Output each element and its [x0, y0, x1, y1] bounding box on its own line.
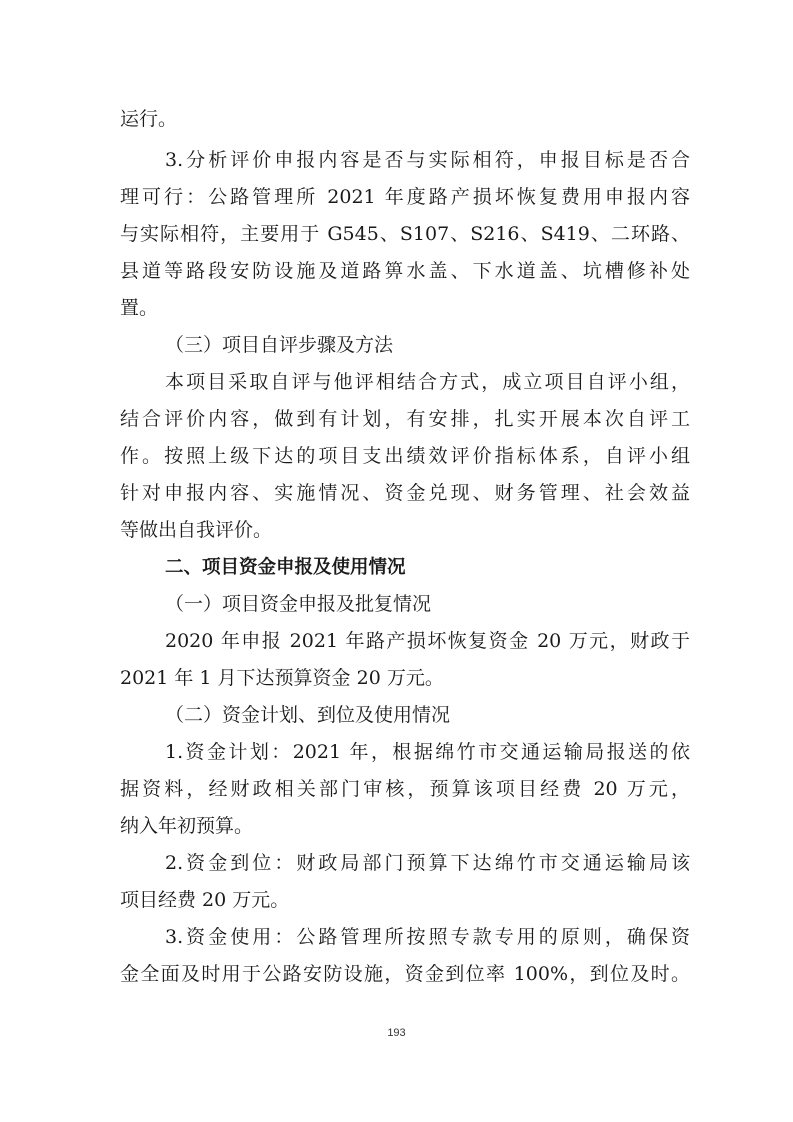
section-heading: （一）项目资金申报及批复情况 — [165, 593, 432, 615]
paragraph-line: 运行。 — [120, 108, 178, 130]
chapter-heading: 二、项目资金申报及使用情况 — [165, 557, 406, 578]
paragraph-line: 3.分析评价申报内容是否与实际相符，申报目标是否合 — [165, 149, 690, 171]
paragraph-line: 理可行：公路管理所 2021 年度路产损坏恢复费用申报内容 — [120, 186, 690, 208]
paragraph-line: 1.资金计划：2021 年，根据绵竹市交通运输局报送的依 — [165, 741, 690, 763]
paragraph-line: 等做出自我评价。 — [120, 519, 273, 541]
paragraph-line: 作。按照上级下达的项目支出绩效评价指标体系，自评小组 — [120, 445, 690, 467]
paragraph-line: 纳入年初预算。 — [120, 815, 254, 837]
section-heading: （三）项目自评步骤及方法 — [165, 334, 394, 356]
paragraph-line: 项目经费 20 万元。 — [120, 889, 290, 911]
paragraph-line: 与实际相符，主要用于 G545、S107、S216、S419、二环路、 — [120, 223, 690, 245]
paragraph-line: 2020 年申报 2021 年路产损坏恢复资金 20 万元，财政于 — [165, 630, 690, 652]
paragraph-line: 2.资金到位：财政局部门预算下达绵竹市交通运输局该 — [165, 852, 690, 874]
paragraph-line: 结合评价内容，做到有计划，有安排，扎实开展本次自评工 — [120, 408, 690, 430]
paragraph-line: 置。 — [120, 297, 159, 319]
paragraph-line: 针对申报内容、实施情况、资金兑现、财务管理、社会效益 — [120, 482, 690, 504]
paragraph-line: 据资料，经财政相关部门审核，预算该项目经费 20 万元， — [120, 778, 690, 800]
paragraph-line: 本项目采取自评与他评相结合方式，成立项目自评小组， — [165, 371, 690, 393]
paragraph-line: 县道等路段安防设施及道路箅水盖、下水道盖、坑槽修补处 — [120, 260, 690, 282]
paragraph-line: 金全面及时用于公路安防设施，资金到位率 100%，到位及时。 — [120, 963, 690, 985]
page-number: 193 — [387, 1027, 406, 1039]
paragraph-line: 3.资金使用：公路管理所按照专款专用的原则，确保资 — [165, 926, 690, 948]
paragraph-line: 2021 年 1 月下达预算资金 20 万元。 — [120, 667, 444, 689]
section-heading: （二）资金计划、到位及使用情况 — [165, 704, 451, 726]
